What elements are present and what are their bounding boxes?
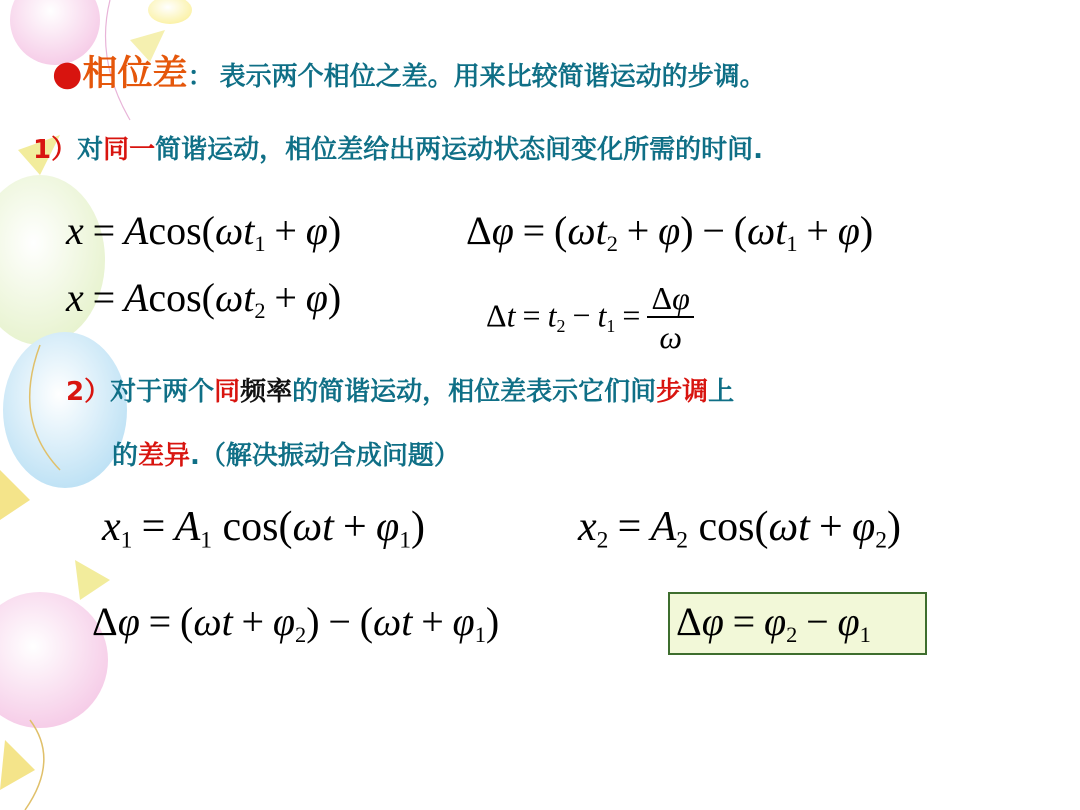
fraction: $\frac{\Delta\varphi}{\omega}$ xyxy=(647,282,693,356)
equation-result: $\Delta\varphi = \varphi_2 - \varphi_1$ xyxy=(676,599,871,648)
heading-title: 相位差 xyxy=(82,54,188,94)
equation-delta-phi-2: $\Delta\varphi = (\omega t + \varphi_2) - (\omega t + \varphi_1)$ xyxy=(92,599,500,648)
equation-x-t2: $x = Acos(\omega t_2 + \varphi)$ xyxy=(66,275,342,324)
point2-text: 上 xyxy=(708,377,735,407)
balloon-shape xyxy=(148,0,192,24)
heading-colon: ： xyxy=(187,62,214,92)
point2-highlight: 差异 xyxy=(138,441,191,471)
equation-delta-t: $\Delta t = t_2 - t_1$ = $\frac{\Delta\varphi}{\omega}$ xyxy=(486,282,694,356)
triangle-shape xyxy=(75,560,110,600)
heading-line xyxy=(52,52,766,99)
point2-text: 对于两个 xyxy=(110,377,215,407)
equation-x1: $x_1 = A_1$ $\cos(\omega t + \varphi_1)$ xyxy=(102,504,425,554)
point2-text: .（解决振动合成问题） xyxy=(190,441,460,471)
point1-text: 简谐运动，相位差给出两运动状态间变化所需的时间. xyxy=(155,135,764,165)
point1-text: 对 xyxy=(77,135,104,165)
equation-x-t1: $x = Acos(\omega t_1 + \varphi)$ xyxy=(66,208,342,257)
point1-number: 1） xyxy=(33,135,78,165)
point2-highlight: 步调 xyxy=(656,377,709,407)
balloon-shape xyxy=(3,332,127,488)
point2-number: 2） xyxy=(66,377,111,407)
point2-highlight: 同 xyxy=(214,377,241,407)
point1-highlight: 同一 xyxy=(103,135,156,165)
point2-line2 xyxy=(112,438,460,474)
point1-line xyxy=(33,132,763,168)
point2-text-black: 频率 xyxy=(240,377,293,407)
point2-text: 的 xyxy=(112,441,139,471)
triangle-shape xyxy=(0,740,35,790)
equation-delta-phi-1: $\Delta\varphi = (\omega t_2 + \varphi) - (\omega t_1 + \varphi)$ xyxy=(466,208,874,257)
bullet-icon: ● xyxy=(52,54,83,94)
point2-line1 xyxy=(66,374,734,410)
heading-desc: 表示两个相位之差。用来比较简谐运动的步调。 xyxy=(219,62,766,92)
equation-x2: $x_2 = A_2$ $\cos(\omega t + \varphi_2)$ xyxy=(578,504,901,554)
point2-text: 的简谐运动，相位差表示它们间 xyxy=(292,377,657,407)
triangle-shape xyxy=(0,470,30,520)
